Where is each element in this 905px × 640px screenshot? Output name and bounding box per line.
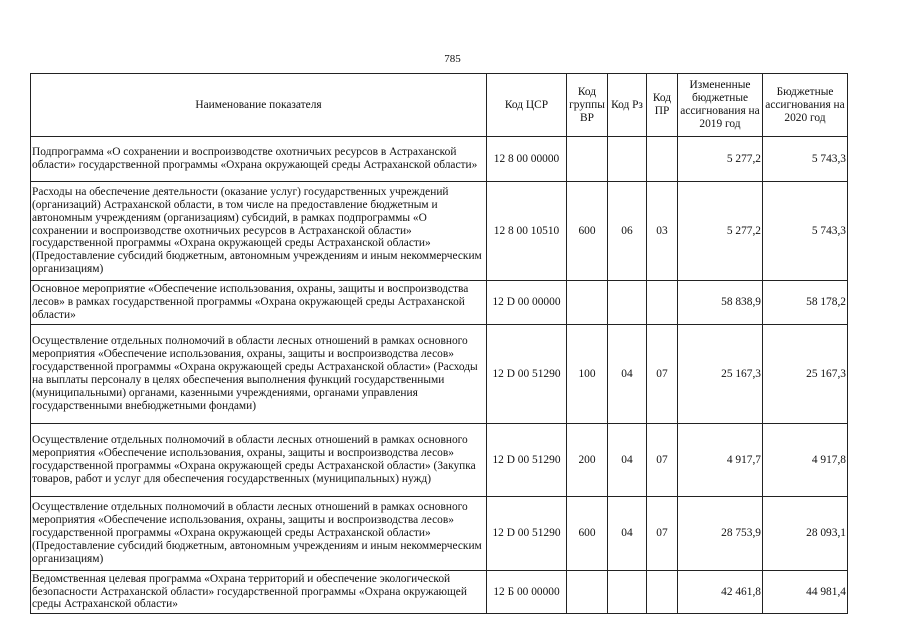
row-vr: 200 <box>567 424 608 497</box>
header-name: Наименование показателя <box>31 74 487 137</box>
table-row <box>31 281 848 325</box>
row-pr: 07 <box>647 325 678 424</box>
row-rz: 04 <box>608 497 647 571</box>
row-name: Осуществление отдельных полномочий в области лесных отношений в рамках основного мероприятия «Обеспечение использования, охраны, защиты и воспроизводства лесов» государственной программы «Охрана окружающей среды Астраханской области» (Расходы на выплаты персоналу в целях обеспечения выполнения функций государственными (муниципальными) органами, казенными учреждениями, органами управления государственными внебюджетными фондами) <box>31 325 487 424</box>
row-pr <box>647 571 678 614</box>
row-2020: 58 178,2 <box>763 281 848 325</box>
row-pr <box>647 281 678 325</box>
row-csr: 12 Б 00 00000 <box>487 571 567 614</box>
row-vr: 600 <box>567 182 608 281</box>
row-2020: 25 167,3 <box>763 325 848 424</box>
budget-table <box>30 73 848 614</box>
row-2020: 44 981,4 <box>763 571 848 614</box>
table-row <box>31 137 848 182</box>
table-header-row <box>31 74 848 137</box>
row-csr: 12 D 00 51290 <box>487 497 567 571</box>
row-pr: 07 <box>647 424 678 497</box>
row-rz <box>608 571 647 614</box>
row-vr: 100 <box>567 325 608 424</box>
row-pr: 07 <box>647 497 678 571</box>
row-name: Осуществление отдельных полномочий в области лесных отношений в рамках основного мероприятия «Обеспечение использования, охраны, защиты и воспроизводства лесов» государственной программы «Охрана окружающей среды Астраханской области» (Закупка товаров, работ и услуг для обеспечения государственных (муниципальных) нужд) <box>31 424 487 497</box>
row-vr <box>567 281 608 325</box>
row-rz <box>608 281 647 325</box>
table-row <box>31 182 848 281</box>
row-csr: 12 D 00 51290 <box>487 325 567 424</box>
row-vr <box>567 137 608 182</box>
table-row <box>31 497 848 571</box>
row-rz: 04 <box>608 424 647 497</box>
row-name: Ведомственная целевая программа «Охрана территорий и обеспечение экологической безопасности Астраханской области» государственной программы «Охрана окружающей среды Астраханской области» <box>31 571 487 614</box>
row-rz: 06 <box>608 182 647 281</box>
row-csr: 12 8 00 10510 <box>487 182 567 281</box>
row-name: Осуществление отдельных полномочий в области лесных отношений в рамках основного мероприятия «Обеспечение использования, охраны, защиты и воспроизводства лесов» государственной программы «Охрана окружающей среды Астраханской области» (Предоставление субсидий бюджетным, автономным учреждениям и иным некоммерческим организациям) <box>31 497 487 571</box>
row-rz: 04 <box>608 325 647 424</box>
header-rz: Код Рз <box>608 74 647 137</box>
table-row <box>31 325 848 424</box>
row-2019: 4 917,7 <box>678 424 763 497</box>
header-2020: Бюджетные ассигнования на 2020 год <box>763 74 848 137</box>
row-2020: 5 743,3 <box>763 137 848 182</box>
row-2020: 28 093,1 <box>763 497 848 571</box>
page-number: 785 <box>444 53 461 65</box>
header-csr: Код ЦСР <box>487 74 567 137</box>
row-csr: 12 D 00 51290 <box>487 424 567 497</box>
row-2020: 5 743,3 <box>763 182 848 281</box>
row-2019: 42 461,8 <box>678 571 763 614</box>
row-pr <box>647 137 678 182</box>
row-pr: 03 <box>647 182 678 281</box>
header-pr: Код ПР <box>647 74 678 137</box>
row-rz <box>608 137 647 182</box>
header-vr: Код группы ВР <box>567 74 608 137</box>
row-vr <box>567 571 608 614</box>
row-vr: 600 <box>567 497 608 571</box>
row-2020: 4 917,8 <box>763 424 848 497</box>
row-name: Основное мероприятие «Обеспечение использования, охраны, защиты и воспроизводства лесов» в рамках государственной программы «Охрана окружающей среды Астраханской области» <box>31 281 487 325</box>
row-2019: 25 167,3 <box>678 325 763 424</box>
row-2019: 5 277,2 <box>678 137 763 182</box>
row-2019: 58 838,9 <box>678 281 763 325</box>
row-2019: 28 753,9 <box>678 497 763 571</box>
row-name: Расходы на обеспечение деятельности (оказание услуг) государственных учреждений (организаций) Астраханской области, в том числе на предоставление бюджетным и автономным учреждениям (организациям) субсидий, в рамках подпрограммы «О сохранении и воспроизводстве охотничьих ресурсов в Астраханской области» государственной программы «Охрана окружающей среды Астраханской области» (Предоставление субсидий бюджетным, автономным учреждениям и иным некоммерческим организациям) <box>31 182 487 281</box>
row-2019: 5 277,2 <box>678 182 763 281</box>
row-csr: 12 8 00 00000 <box>487 137 567 182</box>
table-row <box>31 571 848 614</box>
row-name: Подпрограмма «О сохранении и воспроизводстве охотничьих ресурсов в Астраханской области» государственной программы «Охрана окружающей среды Астраханской области» <box>31 137 487 182</box>
table-row <box>31 424 848 497</box>
header-2019: Измененные бюджетные ассигнования на 2019 год <box>678 74 763 137</box>
row-csr: 12 D 00 00000 <box>487 281 567 325</box>
